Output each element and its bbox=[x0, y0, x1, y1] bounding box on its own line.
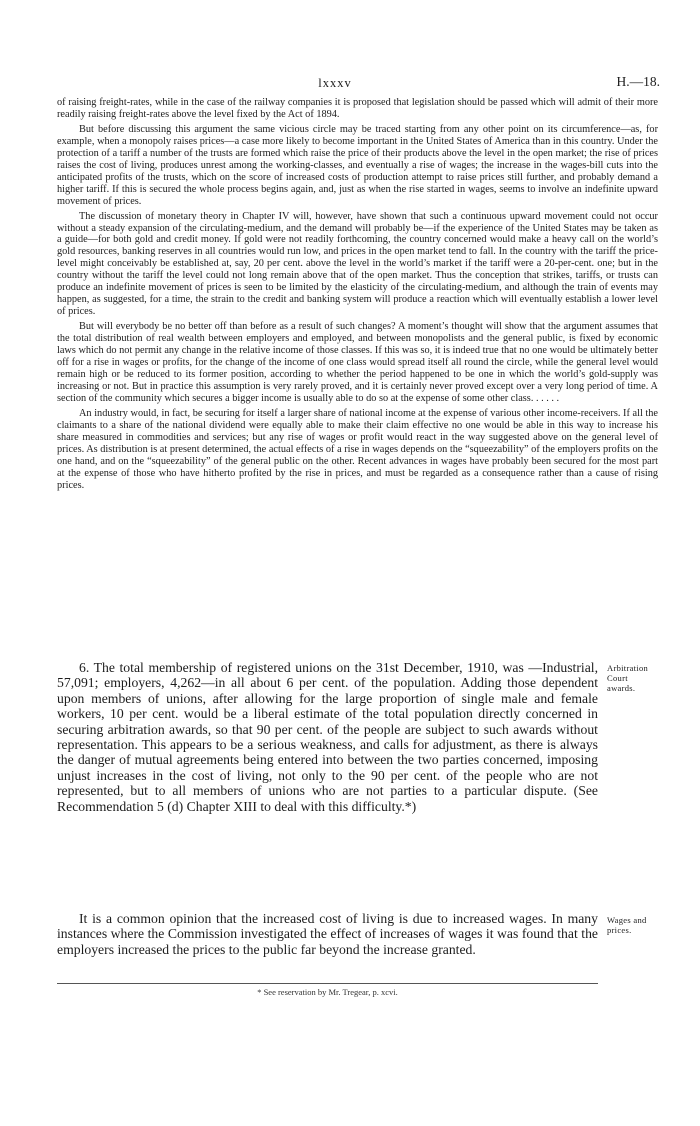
document-reference: H.—18. bbox=[616, 74, 660, 89]
margin-note-arbitration bbox=[607, 663, 667, 693]
paragraph-union-membership: 6. The total membership of registered unions on the 31st December, 1910, was —Industrial, 57,091; employers, 4,262—in all about 6 per cent. of the population. Adding those dependent upon members of unions, after allowing for the large proportion of single male and female workers, 10 per cent. would be a liberal estimate of the total population directly concerned in securing arbitration awards, so that 90 per cent. of the people are subject to such awards without representation. This appears to be a serious weakness, and calls for adjustment, as there is always the danger of mutual agreements being entered into between the two parties concerned, imposing unjust increases in the cost of living, not only to the 90 per cent. of the people who are not represented, but to all members of unions who are not parties to a particular dispute. (See Recommendation 5 (d) Chapter XIII to deal with this difficulty.*) bbox=[57, 660, 598, 814]
small-print-section bbox=[57, 97, 658, 495]
margin-note-line: prices. bbox=[607, 925, 632, 935]
section-union-membership bbox=[57, 660, 598, 814]
margin-note-line: awards. bbox=[607, 683, 636, 693]
section-wages-prices bbox=[57, 911, 598, 957]
footnote: * See reservation by Mr. Tregear, p. xcvi. bbox=[257, 987, 398, 997]
margin-note-line: Wages and bbox=[607, 915, 647, 925]
footnote-divider bbox=[57, 983, 598, 984]
paragraph-wages-prices: It is a common opinion that the increased cost of living is due to increased wages. In many instances where the Commission investigated the effect of increases of wages it was found that the employers increased the prices to the public far beyond the increase granted. bbox=[57, 911, 598, 957]
page-number: lxxxv bbox=[318, 76, 352, 90]
margin-note-line: Court bbox=[607, 673, 628, 683]
margin-note-line: Arbitration bbox=[607, 663, 649, 673]
paragraph-national-income: An industry would, in fact, be securing for itself a larger share of national income at the expense of various other income-receivers. If all the claimants to a share of the national dividend were equally able to make their claim effective no one would be able in this way to increase his share measured in commodities and services; but any rise of wages or profit would react in the way suggested above on the general level of prices. As distribution is at present determined, the actual effects of a rise in wages depends on the “squeezability” of the employers profits on the one hand, and on the “squeezability” of the general public on the other. Recent advances in wages have probably been secured for the most part at the expense of those who have hitherto profited by the rise in prices, and must be regarded as a consequence rather than a cause of rising prices. bbox=[57, 407, 658, 491]
paragraph-freight-rates: of raising freight-rates, while in the case of the railway companies it is proposed that legislation should be passed which will admit of their more readily raising freight-rates above the level fixed by the Act of 1894. bbox=[57, 97, 658, 120]
margin-note-wages bbox=[607, 915, 667, 935]
paragraph-distribution: But will everybody be no better off than before as a result of such changes? A moment’s thought will show that the argument assumes that the total distribution of real wealth between employers and employed, and between monopolists and the general public, is fixed by economic laws which do not permit any change in the relative income of those classes. If this was so, it is indeed true that no one would be ultimately better off for a rise in wages or profits, for the change of the income of one class would spread itself all round the circle, while the general level would remain high or be reduced to its former position, according to whether the period happened to be one in which the world’s gold-supply was increasing or not. But in practice this assumption is very rarely proved, and it is certainly never proved except over a very long period of time. A section of the community which secures a bigger income is usually able to do so at the expense of some other class. . . . . . bbox=[57, 321, 658, 404]
paragraph-vicious-circle: But before discussing this argument the same vicious circle may be traced starting from any other point on its circumference—as, for example, when a monopoly raises prices—a case more likely to become important in the United States of America than in this country. Under the protection of a tariff a number of the trusts are formed which raise the price of their products above the level in the open market; the rise of prices raises the cost of living, produces unrest among the working-classes, and eventually a rise of wages; the increase in the wages-bill cuts into the anticipated profits of the trusts, which on the score of increased costs of production attempt to raise prices still further, and probably demand a higher tariff. If this is secured the whole process begins again, and, just as when the rise started in wages, seems to involve an indefinite upward movement of prices. bbox=[57, 123, 658, 207]
paragraph-monetary-theory: The discussion of monetary theory in Chapter IV will, however, have shown that such a continuous upward movement could not occur without a steady expansion of the circulating-medium, and the demand will probably be—if the experience of the United States may be taken as a guide—for both gold and credit money. If gold were not readily forthcoming, the country concerned would make a heavy call on the world’s gold resources, banking reserves in all countries would run low, and prices in the open market tend to fall. In the country with the tariff the price-level might conceivably be established at, say, 20 per cent. above the level in the world’s market if the tariff were a 20-per-cent. one; but in the country without the tariff the level could not long remain above that of the open market. Thus the conception that strikes, tariffs, or trusts can produce an indefinite movement of prices is seen to be limited by the elasticity of the circulating-medium, and although the train of events may happen, as suggested, for a time, the strain to the credit and banking system will produce a reaction which will eventually establish a lower level of prices. bbox=[57, 210, 658, 318]
